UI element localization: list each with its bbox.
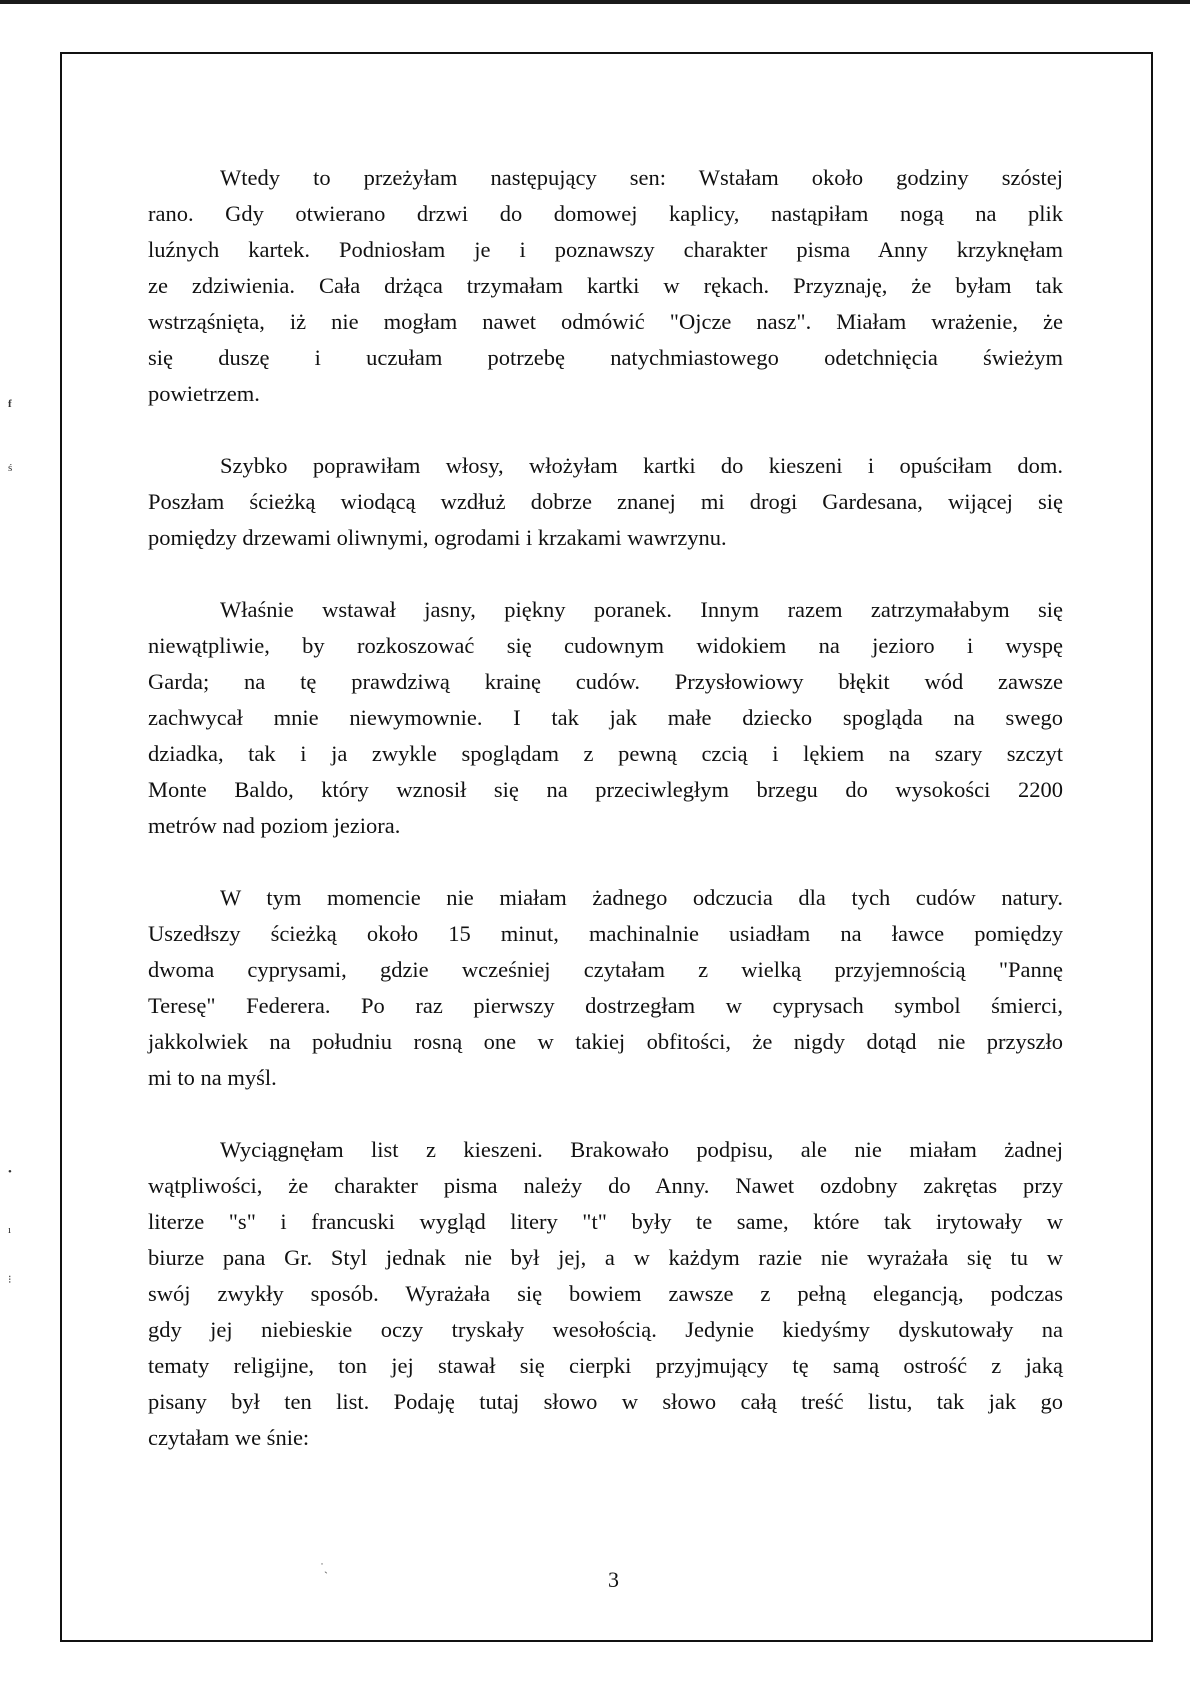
text-line: Wyciągnęłam list z kieszeni. Brakowało podpisu, ale nie miałam żadnej (220, 1137, 1063, 1162)
paragraph-gap (148, 844, 1063, 880)
text-line: dwoma cyprysami, gdzie wcześniej czytałam z wielką przyjemnością "Pannę (148, 957, 1063, 982)
text-line: metrów nad poziom jeziora. (148, 813, 401, 838)
margin-mark: • (8, 1166, 12, 1178)
text-line: niewątpliwie, by rozkoszować się cudownym widokiem na jezioro i wyspę (148, 633, 1063, 658)
text-line: jakkolwiek na południu rosną one w takiej obfitości, że nigdy dotąd nie przyszło (148, 1029, 1063, 1054)
paragraph-gap (148, 556, 1063, 592)
paragraph-5 (148, 1132, 1063, 1456)
text-line: rano. Gdy otwierano drzwi do domowej kaplicy, nastąpiłam nogą na plik (148, 201, 1063, 226)
text-line: Uszedłszy ścieżką około 15 minut, machinalnie usiadłam na ławce pomiędzy (148, 921, 1063, 946)
document-body (148, 160, 1063, 1456)
text-line: swój zwykły sposób. Wyrażała się bowiem zawsze z pełną elegancją, podczas (148, 1281, 1063, 1306)
text-line: wątpliwości, że charakter pisma należy do Anny. Nawet ozdobny zakrętas przy (148, 1173, 1063, 1198)
text-line: czytałam we śnie: (148, 1425, 310, 1450)
text-line: pomiędzy drzewami oliwnymi, ogrodami i krzakami wawrzynu. (148, 525, 727, 550)
text-line: Wtedy to przeżyłam następujący sen: Wstałam około godziny szóstej (220, 165, 1063, 190)
margin-mark: ś (8, 462, 13, 474)
text-line: zachwycał mnie niewymownie. I tak jak małe dziecko spogląda na swego (148, 705, 1063, 730)
text-line: biurze pana Gr. Styl jednak nie był jej, a w każdym razie nie wyrażała się tu w (148, 1245, 1063, 1270)
text-line: W tym momencie nie miałam żadnego odczucia dla tych cudów natury. (220, 885, 1063, 910)
text-line: tematy religijne, ton jej stawał się cierpki przyjmujący tę samą ostrość z jaką (148, 1353, 1063, 1378)
text-line: Teresę" Federera. Po raz pierwszy dostrzegłam w cyprysach symbol śmierci, (148, 993, 1063, 1018)
paragraph-3 (148, 592, 1063, 844)
text-line: Monte Baldo, który wznosił się na przeciwległym brzegu do wysokości 2200 (148, 777, 1063, 802)
margin-mark: ⁝ (8, 1274, 12, 1286)
paragraph-gap (148, 1096, 1063, 1132)
text-line: luźnych kartek. Podniosłam je i poznawszy charakter pisma Anny krzyknęłam (148, 237, 1063, 262)
text-line: Szybko poprawiłam włosy, włożyłam kartki do kieszeni i opuściłam dom. (220, 453, 1063, 478)
scan-top-edge (0, 0, 1190, 4)
paragraph-gap (148, 412, 1063, 448)
text-line: ze zdziwienia. Cała drżąca trzymałam kartki w rękach. Przyznaję, że byłam tak (148, 273, 1063, 298)
text-line: pisany był ten list. Podaję tutaj słowo w słowo całą treść listu, tak jak go (148, 1389, 1063, 1414)
text-line: się duszę i uczułam potrzebę natychmiastowego odetchnięcia świeżym (148, 345, 1063, 370)
text-line: powietrzem. (148, 381, 260, 406)
text-line: Właśnie wstawał jasny, piękny poranek. Innym razem zatrzymałabym się (220, 597, 1063, 622)
paragraph-2 (148, 448, 1063, 556)
margin-mark: f (8, 398, 12, 410)
text-line: literze "s" i francuski wygląd litery "t" były te same, które tak irytowały w (148, 1209, 1063, 1234)
margin-mark: ı (8, 1224, 12, 1236)
paragraph-1 (148, 160, 1063, 412)
text-line: mi to na myśl. (148, 1065, 277, 1090)
page-number: 3 (608, 1567, 619, 1592)
text-line: dziadka, tak i ja zwykle spoglądam z pewną czcią i lękiem na szary szczyt (148, 741, 1063, 766)
text-line: wstrząśnięta, iż nie mogłam nawet odmówić "Ojcze nasz". Miałam wrażenie, że (148, 309, 1063, 334)
text-line: Poszłam ścieżką wiodącą wzdłuż dobrze znanej mi drogi Gardesana, wijącej się (148, 489, 1063, 514)
scan-artifact-mark: ˙ˏ (320, 1560, 328, 1574)
text-line: gdy jej niebieskie oczy tryskały wesołością. Jedynie kiedyśmy dyskutowały na (148, 1317, 1063, 1342)
text-line: Garda; na tę prawdziwą krainę cudów. Przysłowiowy błękit wód zawsze (148, 669, 1063, 694)
paragraph-4 (148, 880, 1063, 1096)
